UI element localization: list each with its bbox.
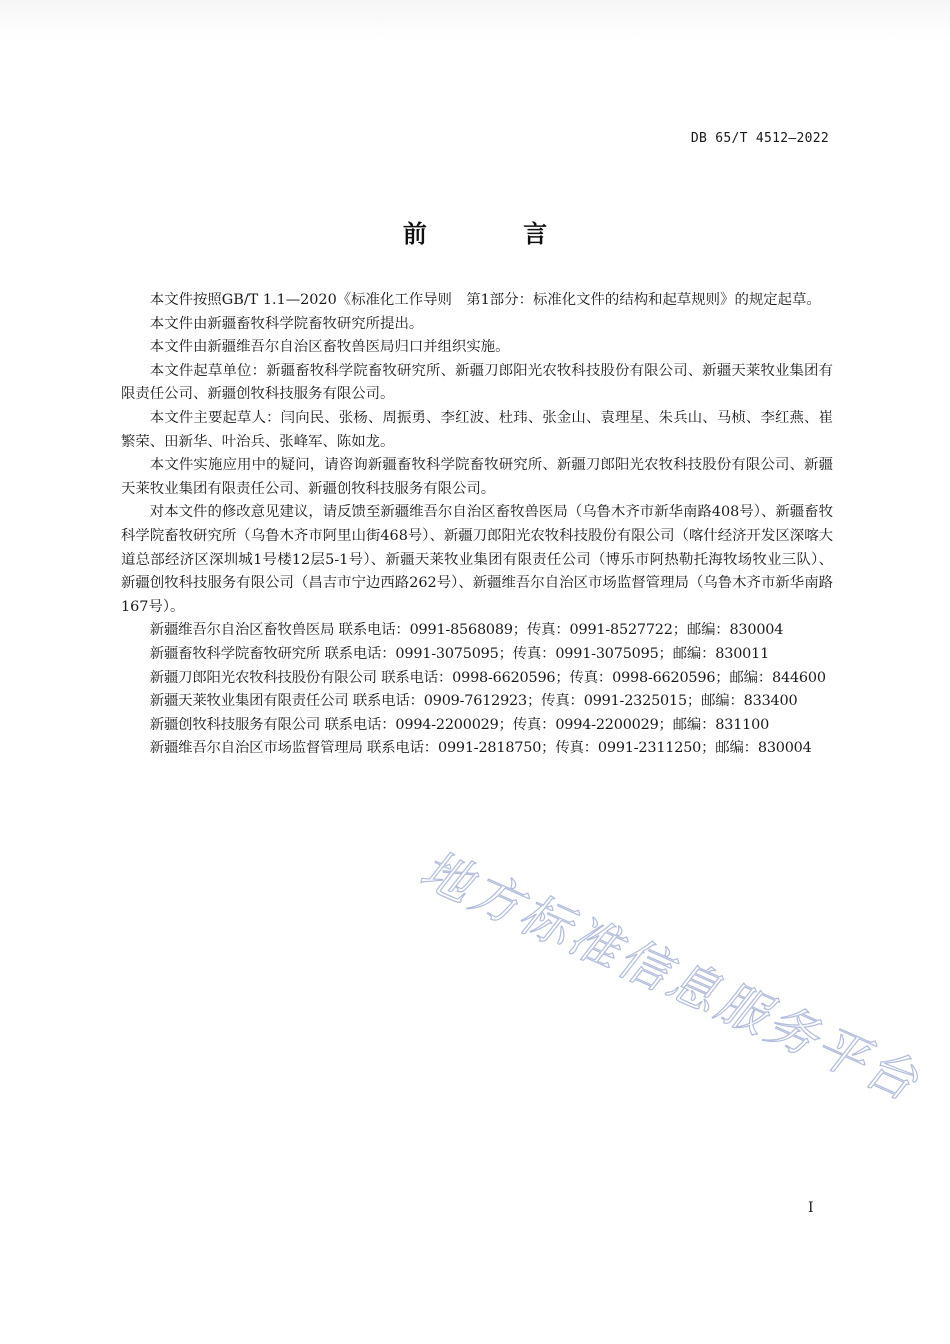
page-title: 前 言 — [402, 220, 592, 248]
paragraph-administrator: 本文件由新疆维吾尔自治区畜牧兽医局归口并组织实施。 — [149, 339, 510, 356]
page-number: I — [808, 1200, 814, 1216]
document-code: DB 65/T 4512—2022 — [690, 131, 829, 146]
paragraph-inquiries: 本文件实施应用中的疑问，请咨询新疆畜牧科学院畜牧研究所、新疆刀郎阳光农牧科技股份有限公司、新疆天莱牧业集团有限责任公司、新疆创牧科技服务有限公司。 — [121, 457, 833, 497]
contact-line: 新疆创牧科技服务有限公司 联系电话：0994-2200029；传真：0994-2200029；邮编：831100 — [149, 716, 770, 733]
contact-line: 新疆刀郎阳光农牧科技股份有限公司 联系电话：0998-6620596；传真：0998-6620596；邮编：844600 — [149, 669, 826, 686]
contact-line: 新疆维吾尔自治区畜牧兽医局 联系电话：0991-8568089；传真：0991-8527722；邮编：830004 — [149, 622, 784, 639]
watermark-text: 地方标准信息服务平台 — [411, 840, 929, 1113]
paragraph-feedback: 对本文件的修改意见建议，请反馈至新疆维吾尔自治区畜牧兽医局（乌鲁木齐市新华南路408号）、新疆畜牧科学院畜牧研究所（乌鲁木齐市阿里山街468号）、新疆刀郎阳光农牧科技股份有限公司（喀什经济开发区深喀大道总部经济区深圳城1号楼12层5-1号）、新疆天莱牧业集团有限责任公司（博乐市阿热勒托海牧场牧业三队）、新疆创牧科技服务有限公司（昌吉市宁边西路262号）、新疆维吾尔自治区市场监督管理局（乌鲁木齐市新华南路167号）。 — [121, 504, 833, 615]
paragraph-drafting-units: 本文件起草单位：新疆畜牧科学院畜牧研究所、新疆刀郎阳光农牧科技股份有限公司、新疆天莱牧业集团有限责任公司、新疆创牧科技服务有限公司。 — [121, 362, 833, 403]
paragraph-drafters: 本文件主要起草人：闫向民、张杨、周振勇、李红波、杜玮、张金山、袁理星、朱兵山、马桢、李红燕、崔繁荣、田新华、叶治兵、张峰军、陈如龙。 — [121, 409, 833, 450]
paragraph-proposer: 本文件由新疆畜牧科学院畜牧研究所提出。 — [149, 315, 424, 332]
contact-line: 新疆天莱牧业集团有限责任公司 联系电话：0909-7612923；传真：0991-2325015；邮编：833400 — [149, 693, 798, 710]
foreword-body — [121, 289, 833, 761]
contact-line: 新疆畜牧科学院畜牧研究所 联系电话：0991-3075095；传真：0991-3075095；邮编：830011 — [149, 645, 770, 662]
contact-line: 新疆维吾尔自治区市场监督管理局 联系电话：0991-2818750；传真：0991-2311250；邮编：830004 — [149, 740, 812, 757]
paragraph-drafting-rules: 本文件按照GB/T 1.1—2020《标准化工作导则 第1部分：标准化文件的结构和起草规则》的规定起草。 — [149, 292, 821, 308]
